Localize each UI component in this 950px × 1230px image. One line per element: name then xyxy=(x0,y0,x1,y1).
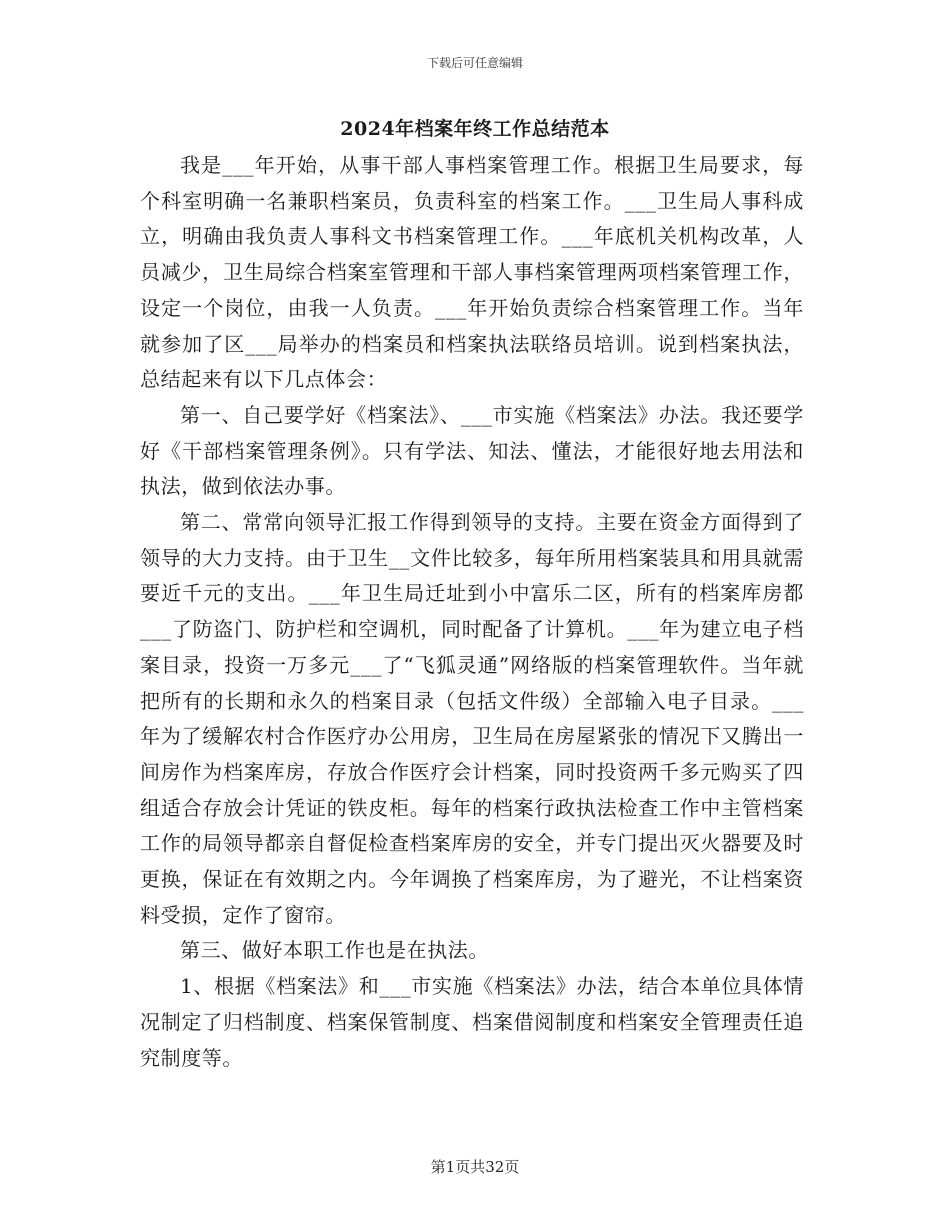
document-body xyxy=(140,148,804,1076)
page-header-note: 下载后可任意编辑 xyxy=(426,56,523,70)
body-paragraph: 第三、做好本职工作也是在执法。 xyxy=(180,938,489,963)
document-title: 2024年档案年终工作总结范本 xyxy=(340,118,610,140)
page-number-footer: 第1页共32页 xyxy=(430,1158,520,1176)
body-paragraph: 第一、自己要学好《档案法》、___市实施《档案法》办法。我还要学好《干部档案管理条例》。只有学法、知法、懂法，才能很好地去用法和执法，做到依法办事。 xyxy=(140,402,804,499)
body-paragraph: 1、根据《档案法》和___市实施《档案法》办法，结合本单位具体情况制定了归档制度、档案保管制度、档案借阅制度和档案安全管理责任追究制度等。 xyxy=(140,974,804,1070)
body-paragraph: 我是___年开始，从事干部人事档案管理工作。根据卫生局要求，每个科室明确一名兼职档案员，负责科室的档案工作。___卫生局人事科成立，明确由我负责人事科文书档案管理工作。___年底机关机构改革，人员减少，卫生局综合档案室管理和干部人事档案管理两项档案管理工作，设定一个岗位，由我一人负责。___年开始负责综合档案管理工作。当年就参加了区___局举办的档案员和档案执法联络员培训。说到档案执法，总结起来有以下几点体会： xyxy=(140,153,804,392)
body-paragraph: 第二、常常向领导汇报工作得到领导的支持。主要在资金方面得到了领导的大力支持。由于卫生__文件比较多，每年所用档案装具和用具就需要近千元的支出。___年卫生局迁址到小中富乐二区，所有的档案库房都___了防盗门、防护栏和空调机，同时配备了计算机。___年为建立电子档案目录，投资一万多元___了“飞狐灵通”网络版的档案管理软件。当年就把所有的长期和永久的档案目录（包括文件级）全部输入电子目录。___年为了缓解农村合作医疗办公用房，卫生局在房屋紧张的情况下又腾出一间房作为档案库房，存放合作医疗会计档案，同时投资两千多元购买了四组适合存放会计凭证的铁皮柜。每年的档案行政执法检查工作中主管档案工作的局领导都亲自督促检查档案库房的安全，并专门提出灭火器要及时更换，保证在有效期之内。今年调换了档案库房，为了避光，不让档案资料受损，定作了窗帘。 xyxy=(140,510,804,927)
